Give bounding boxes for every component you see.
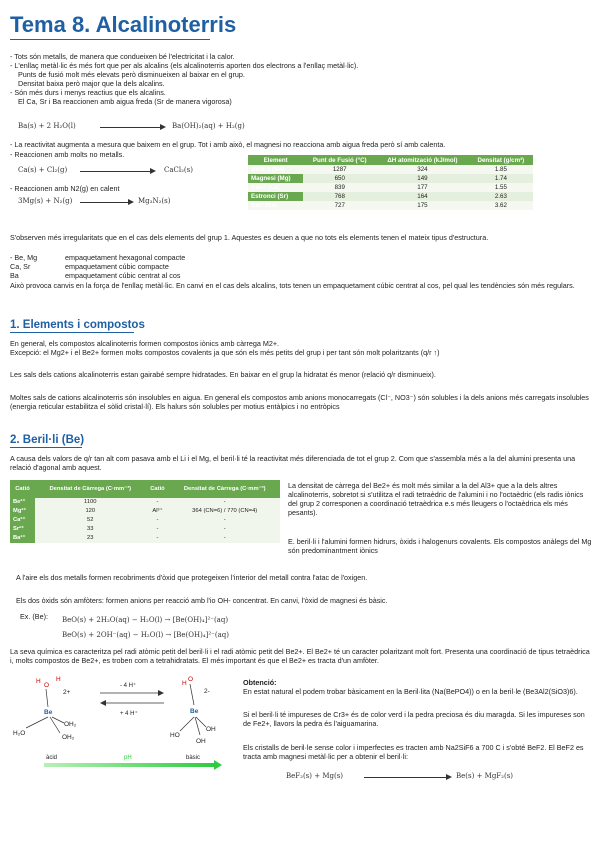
reaction-arrowhead [160, 124, 166, 130]
obtain-p3: Els cristalls de beril·le sense color i imperfectes es tracten amb Na2SiF6 a 700 C i s'obté BeF2. El BeF2 es tracta amb magnesi metàl·lic per a obtenir el beril·li: [243, 743, 584, 761]
right-complex [170, 676, 216, 745]
table-header: Densitat (g/cm³) [469, 155, 533, 165]
table-cell: - [169, 534, 280, 543]
section-2-oxide: A l'aire els dos metalls formen recobriments d'òxid que protegeixen l'interior del metall contra l'atac de l'oxigen. [16, 573, 368, 582]
intro-line: Densitat baixa però major que la dels alcalins. [18, 79, 165, 88]
left-complex [13, 676, 77, 741]
intro-line: - L'enllaç metàl·lic és més fort que per als alcalins (els alcalinoterris aporten dos electrons a l'enllaç metàl·lic). [10, 61, 359, 70]
table-cell: Be²⁺ [10, 498, 35, 507]
structures-list [10, 253, 310, 280]
intro-line: El Ca, Sr i Ba reaccionen amb aigua freda (Sr de manera vigorosa) [18, 97, 232, 106]
table-cell: - [146, 498, 170, 507]
label-ho: HO [170, 732, 180, 739]
section-1-underline [10, 332, 134, 333]
reaction-arrowhead [150, 168, 156, 174]
intro-line: - Tots són metalls, de manera que condueixen bé l'electricitat i la calor. [10, 52, 235, 61]
table-row [248, 192, 533, 201]
ph-scale [44, 755, 222, 770]
table-cell: - [146, 534, 170, 543]
table-header: Densitat de Càrrega (C·mm⁻³) [169, 480, 280, 498]
table-cell: 1.55 [469, 183, 533, 192]
table-header: Densitat de Càrrega (C·mm⁻³) [35, 480, 146, 498]
reaction-arrowhead [128, 199, 134, 205]
table-header: Element [248, 155, 303, 165]
table-cell: 650 [303, 174, 376, 183]
table-cell: 1.85 [469, 165, 533, 174]
label-left-charge: 2+ [63, 689, 71, 696]
table-cell: 1287 [303, 165, 376, 174]
obtain-p1: En estat natural el podem trobar bàsicament en la Beril·lita (Na(BePO4)) o en la beril·le (Be3Al2(SiO3)6). [243, 687, 578, 696]
obtain-p2: Si el beril·li té impureses de Cr3+ és de color verd i la pedra preciosa és diu maragda. Si les impureses son de Fe2+, llavors la pedra és l'aiguamarina. [243, 710, 585, 728]
section-2-p1: A causa dels valors de q/r tan alt com pasava amb el Li i el Mg, el beril·li té la reactivitat més diferenciada de tot el grup 2. Com que s'assembla més a la del alumini presenta una relació d'agonal amb aquest. [10, 454, 576, 472]
label-top-arrow: - 4 H⁺ [120, 683, 137, 689]
equilibrium-arrows [100, 682, 164, 717]
label-o: O [44, 682, 50, 689]
label-ph: pH [124, 755, 132, 761]
react-n2-text: - Reaccionen amb N2(g) en calent [10, 184, 120, 193]
reaction-arrow [80, 171, 152, 172]
section-1-title: 1. Elements i compostos [10, 319, 145, 331]
label-basic: bàsic [186, 755, 201, 761]
label-oh2: OH₂ [64, 721, 77, 728]
reaction-arrow [100, 127, 162, 128]
intro-list [10, 52, 590, 106]
label-oh: OH [206, 726, 216, 733]
equation-mg-n2-left: 3Mg(s) + N₂(g) [18, 197, 73, 205]
table-cell: 52 [35, 516, 146, 525]
table-cell: Bari (Ba) [248, 201, 303, 210]
table-cell: 839 [303, 183, 376, 192]
intro-line: Punts de fusió molt més elevats però disminueixen al baixar en el grup. [18, 70, 245, 79]
structure-type: empaquetament cúbic compacte [65, 262, 169, 271]
table-row [248, 174, 533, 183]
table-cell: Magnesi (Mg) [248, 174, 303, 183]
equation-ca-cl-right: CaCl₂(s) [164, 166, 193, 174]
label-acid: àcid [46, 755, 58, 761]
table-cell: 768 [303, 192, 376, 201]
equation-mg-n2-right: Mg₃N₂(s) [138, 197, 171, 205]
page-title: Tema 8. Alcalinoterris [10, 12, 237, 37]
section-2-amphoteric: Els dos òxids són amfòters: formen anions per reacció amb l'io OH- concentrat. En canvi, l'òxid de magnesi és bàsic. [16, 596, 388, 605]
table-cell: 1100 [35, 498, 146, 507]
table-cell: 33 [35, 525, 146, 534]
label-oh2: OH₂ [62, 734, 75, 741]
label-bottom-arrow: + 4 H⁺ [120, 711, 138, 717]
table-row [10, 498, 280, 507]
table-cell: 120 [35, 507, 146, 516]
table-row [10, 534, 280, 543]
reaction-arrow [80, 202, 130, 203]
label-h: H [182, 680, 187, 687]
table-cell: - [146, 525, 170, 534]
table-cell: Mg²⁺ [10, 507, 35, 516]
table-row [10, 525, 280, 534]
table-cell: - [169, 516, 280, 525]
table-cell: Sr²⁺ [10, 525, 35, 534]
section-1-p1: En general, els compostos alcalinoterris formen compostos iònics amb càrrega M2+. [10, 339, 280, 348]
equation-ba-water-right: Ba(OH)₂(aq) + H₂(g) [172, 122, 245, 130]
table-cell: 324 [376, 165, 469, 174]
irregular-text: S'observen més irregularitats que en el cas dels elements del grup 1. Aquestes es deuen a que no tots els elements tenen el mateix tipus d'estructura. [10, 233, 489, 242]
properties-table [248, 155, 533, 210]
example-label: Ex. (Be): [20, 612, 48, 621]
structure-elements: Ba [10, 271, 19, 280]
table-header: Punt de Fusió (°C) [303, 155, 376, 165]
structure-item [10, 253, 310, 262]
reaction-arrowhead [446, 774, 452, 780]
table-row [10, 516, 280, 525]
label-right-charge: 2- [204, 688, 210, 695]
equation-ca-cl-left: Ca(s) + Cl₂(g) [18, 166, 68, 174]
table-cell: 727 [303, 201, 376, 210]
reaction-arrow [364, 777, 448, 778]
section-2-title: 2. Beril·li (Be) [10, 434, 85, 446]
structure-elements: Ca, Sr [10, 262, 31, 271]
table-cell: 164 [376, 192, 469, 201]
equation-beo-water: BeO(s) + 2H₂O(aq) − H₂O(l) → [Be(OH)₄]²⁻(aq) [62, 616, 229, 624]
obtain-title: Obtenció: [243, 678, 277, 687]
table-cell: Ba²⁺ [10, 534, 35, 543]
structure-item [10, 271, 310, 280]
table-cell: 175 [376, 201, 469, 210]
section-2-underline [10, 447, 82, 448]
label-be: Be [190, 708, 199, 715]
table-cell: 2.63 [469, 192, 533, 201]
equation-bef2-right: Be(s) + MgF₂(s) [456, 772, 514, 780]
equation-ba-water-left: Ba(s) + 2 H₂O(l) [18, 122, 76, 130]
label-h: H [36, 678, 41, 685]
react-metals-text: - Reaccionen amb molts no metalls. [10, 150, 125, 159]
label-o: O [188, 676, 194, 683]
charge-density-table [10, 480, 280, 543]
table-cell: 3.62 [469, 201, 533, 210]
table-cell: Calci (Ca) [248, 183, 303, 192]
structure-type: empaquetament cúbic centrat al cos [65, 271, 181, 280]
section-1-p3: Les sals dels cations alcalinoterris estan gairabé sempre hidratades. En baixar en el grup la hidratat és menor (relació q/r disminueix). [10, 370, 436, 379]
table-row [10, 507, 280, 516]
section-1-p4: Moltes sals de cations alcalinoterris són insolubles en aigua. En general els compostos amb anions monocarregats (Cl⁻, NO3⁻) són solubles i la dels anions més carregats insolubles (energia reticular estabilitza el sòlid cristal·lí). Els halurs són solubles per motius entàlpics i no entròpics [10, 393, 589, 411]
table-cell: Beril·li (Be) [248, 165, 303, 174]
section-2-side2: E. beril·li i l'alumini formen hidrurs, òxids i halogenurs covalents. Els compostos anàlegs del Mg són predominantment iònics [288, 537, 592, 555]
structure-elements: - Be, Mg [10, 253, 38, 262]
label-be: Be [44, 709, 53, 716]
table-cell: 23 [35, 534, 146, 543]
table-cell: Ca²⁺ [10, 516, 35, 525]
table-cell: 177 [376, 183, 469, 192]
structure-item [10, 262, 310, 271]
table-header: ΔH atomització (kJ/mol) [376, 155, 469, 165]
table-row [248, 183, 533, 192]
table-cell: - [169, 525, 280, 534]
table-cell: 364 (CN=6) / 770 (CN=4) [169, 507, 280, 516]
title-underline [10, 39, 210, 40]
table-cell: 1.74 [469, 174, 533, 183]
table-row [248, 165, 533, 174]
intro-line: - Són més durs i menys reactius que els alcalins. [10, 88, 166, 97]
beryllium-amphoteric-diagram [8, 675, 233, 775]
section-1-p2: Excepció: el Mg2+ i el Be2+ formen molts compostos covalents ja que són els més petits del grup i per tant són molt polaritzants (q/r ↑) [10, 348, 440, 357]
equation-bef2-left: BeF₂(s) + Mg(s) [286, 772, 344, 780]
reactivity-text: - La reactivitat augmenta a mesura que baixem en el grup. Tot i amb això, el magnesi no reacciona amb aigua freda però sí amb calenta. [10, 140, 446, 149]
structure-type: empaquetament hexagonal compacte [65, 253, 186, 262]
table-header: Catió [10, 480, 35, 498]
table-cell: 149 [376, 174, 469, 183]
table-cell: - [169, 498, 280, 507]
section-2-side1: La densitat de càrrega del Be2+ és molt més similar a la del Al3+ que a la dels altres alcalinoterris, sobretot si s'utilitza el radi tetraèdric de l'alumini i no l'octaèdric (els radis iònics del grup 2 corresponen a coordinació tetraèdrica e.s més lleugers o l'octaèdrica els més pesants). [288, 481, 584, 517]
table-cell: Al³⁺ [146, 507, 170, 516]
table-cell: - [146, 516, 170, 525]
label-h2o: H₂O [13, 730, 26, 737]
structures-end-text: Això provoca canvis en la força de l'enllaç metàl·lic. En canvi en el cas dels alcalins, tots tenen un empaquetament cúbic centrat al cos, pel qual les tendències són més regulars. [10, 281, 575, 290]
section-2-chemistry: La seva química es caracteritza pel radi atòmic petit del beril·li i el radi atòmic petit del Be2+. El Be2+ té un caracter polaritzant molt fort. Presenta una coordinació de tipus tetraèdrica i, molts compostos de Be2+, es troben com a tetrahidratats. El més important és que el Be2+ es tracta d'un amfòter. [10, 647, 590, 665]
label-oh: OH [196, 738, 206, 745]
equation-beo-hydroxide: BeO(s) + 2OH⁻(aq) − H₂O(l) → [Be(OH)₄]²⁻(aq) [62, 631, 229, 639]
table-cell: Estronci (Sr) [248, 192, 303, 201]
table-header: Catió [146, 480, 170, 498]
table-row [248, 201, 533, 210]
label-h: H [56, 676, 61, 683]
